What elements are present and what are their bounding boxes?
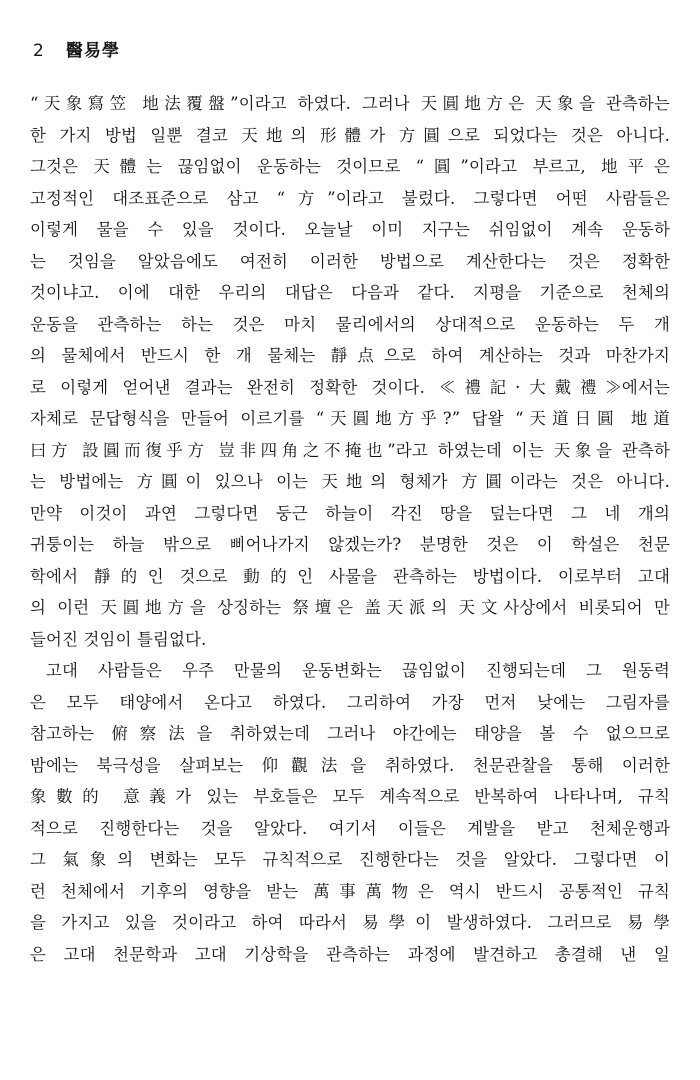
text-line: 을 가지고 있을 것이라고 하여 따라서 易學이 발생하였다. 그러므로 易學 (30, 913, 670, 932)
text-line: 학에서 靜的인 것으로 動的인 사물을 관측하는 방법이다. 이로부터 고대 (30, 566, 670, 586)
running-header (33, 36, 120, 61)
text-line: 는 방법에는 方圓이 있으나 이는 天地의 형체가 方圓이라는 것은 아니다. (30, 472, 670, 491)
text-line: 밤에는 북극성을 살펴보는 仰觀法을 취하였다. 천문관찰을 통해 이러한 (30, 755, 670, 775)
text-line: 는 것임을 알았음에도 여전히 이러한 방법으로 계산한다는 것은 정확한 (30, 251, 670, 271)
text-line: 象數的 意義가 있는 부호들은 모두 계속적으로 반복하여 나타나며, 규칙 (30, 787, 670, 806)
paragraph-start-line: 고대 사람들은 우주 만물의 운동변화는 끊임없이 진행되는데 그 원동력 (46, 661, 670, 680)
text-line: 의 물체에서 반드시 한 개 물체는 靜点으로 하여 계산하는 것과 마찬가지 (30, 346, 670, 365)
text-line: 이렇게 물을 수 있을 것이다. 오늘날 이미 지구는 쉬임없이 계속 운동하 (30, 220, 670, 239)
text-line: 로 이렇게 얻어낸 결과는 완전히 정확한 것이다. ≪禮記·大戴禮≫에서는 (30, 377, 670, 397)
paragraph-end-line: 들어진 것임이 틀림없다. (30, 629, 207, 649)
text-line: 曰方 設圓而復乎方 豈非四角之不掩也”라고 하였는데 이는 天象을 관측하 (30, 440, 670, 460)
text-line: 참고하는 俯察法을 취하였는데 그러나 야간에는 태양을 볼 수 없으므로 (30, 724, 670, 743)
text-line: 그것은 天體는 끊임없이 운동하는 것이므로 “圓”이라고 부르고, 地平은 (30, 157, 670, 176)
text-line: 은 고대 천문학과 고대 기상학을 관측하는 과정에 발견하고 총결해 낸 일 (30, 944, 670, 964)
text-line: 의 이런 天圓地方을 상징하는 祭壇은 盖天派의 天文사상에서 비롯되어 만 (30, 598, 670, 617)
book-title: 醫易學 (65, 41, 120, 61)
text-line: 운동을 관측하는 하는 것은 마치 물리에서의 상대적으로 운동하는 두 개 (30, 314, 670, 334)
text-line: 것이냐고. 이에 대한 우리의 대답은 다음과 같다. 지평을 기준으로 천체의 (30, 283, 670, 302)
text-line: 자체로 문답형식을 만들어 이르기를 “天圓地方乎?” 답왈 “天道日圓 地道 (30, 409, 670, 428)
text-line: 한 가지 방법 일뿐 결코 天地의 形體가 方圓으로 되었다는 것은 아니다. (30, 125, 670, 145)
text-line: 런 천체에서 기후의 영향을 받는 萬事萬物은 역시 반드시 공통적인 규칙 (30, 881, 670, 901)
text-line: 그 氣象의 변화는 모두 규칙적으로 진행한다는 것을 알았다. 그렇다면 이 (30, 850, 670, 869)
text-line: 은 모두 태양에서 온다고 하였다. 그리하여 가장 먼저 낮에는 그림자를 (30, 692, 670, 712)
text-line: 고정적인 대조표준으로 삼고 “方”이라고 불렀다. 그렇다면 어떤 사람들은 (30, 188, 670, 208)
text-line: 만약 이것이 과연 그렇다면 둥근 하늘이 각진 땅을 덮는다면 그 네 개의 (30, 503, 670, 523)
page-number: 2 (33, 41, 44, 61)
text-line: 적으로 진행한다는 것을 알았다. 여기서 이들은 계발을 받고 천체운행과 (30, 818, 670, 838)
text-line: 귀퉁이는 하늘 밖으로 삐어나가지 않겠는가? 분명한 것은 이 학설은 천문 (30, 535, 670, 554)
text-line: “天象寫笠 地法覆盤”이라고 하였다. 그러나 天圓地方은 天象을 관측하는 (30, 94, 670, 113)
body-text (30, 88, 670, 970)
